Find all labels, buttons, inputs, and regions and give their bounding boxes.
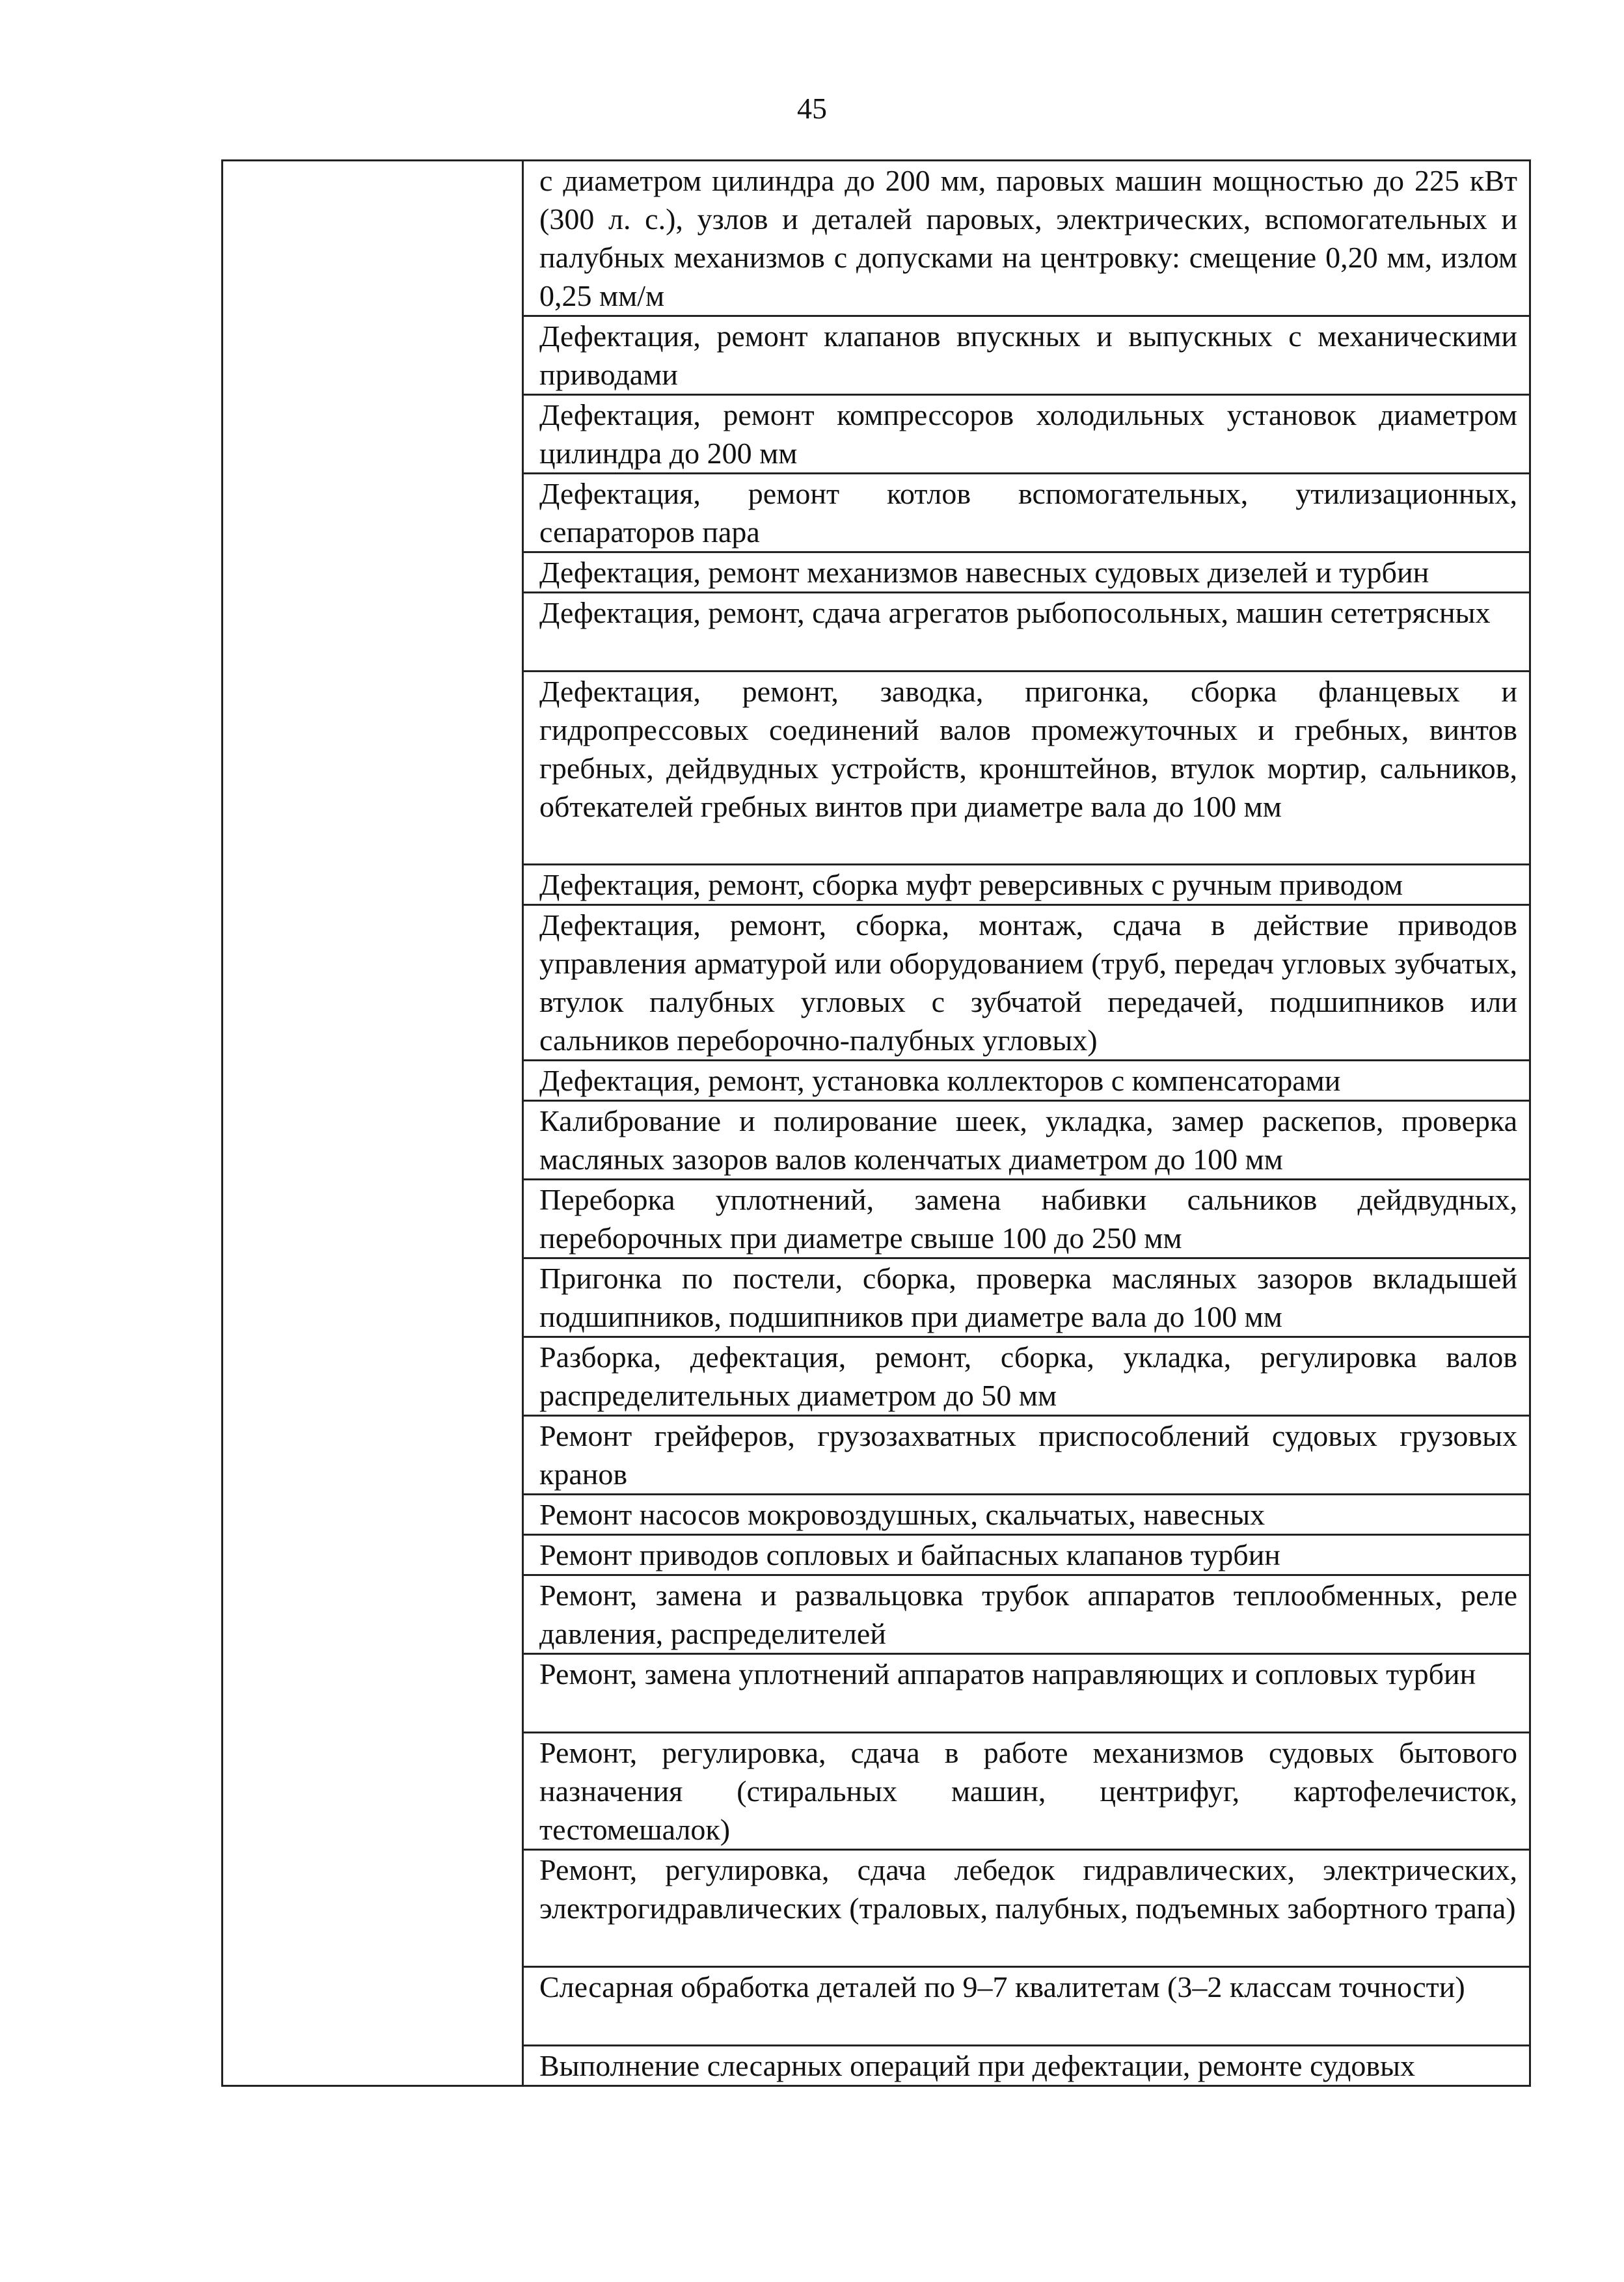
row-text: Дефектация, ремонт, сборка, монтаж, сдача в действие приводов управления арматурой или оборудованием (труб, передач угловых зубчатых, втулок палубных угловых с зубчатой передачей, подшипников или сальников переборочно-палубных угловых) <box>539 908 1517 1057</box>
table-cell <box>523 1575 1530 1654</box>
row-text: Дефектация, ремонт клапанов впускных и выпускных с механическими приводами <box>539 319 1517 391</box>
table-cell <box>523 905 1530 1061</box>
row-text: Ремонт, замена и развальцовка трубок аппаратов теплообменных, реле давления, распределителей <box>539 1579 1517 1650</box>
table-cell <box>523 1101 1530 1180</box>
table-cell <box>523 474 1530 552</box>
table-cell <box>523 395 1530 474</box>
row-text: Ремонт, замена уплотнений аппаратов направляющих и сопловых турбин <box>539 1657 1476 1691</box>
row-text: Дефектация, ремонт, сборка муфт реверсивных с ручным приводом <box>539 868 1403 901</box>
row-text: Ремонт приводов сопловых и байпасных клапанов турбин <box>539 1538 1280 1571</box>
page-number: 45 <box>797 92 827 125</box>
row-text: Ремонт грейферов, грузозахватных приспособлений судовых грузовых кранов <box>539 1419 1517 1491</box>
table-cell <box>523 1733 1530 1850</box>
row-text: Пригонка по постели, сборка, проверка масляных зазоров вкладышей подшипников, подшипников при диаметре вала до 100 мм <box>539 1262 1517 1333</box>
row-text: Дефектация, ремонт, установка коллекторов с компенсаторами <box>539 1064 1341 1097</box>
table-cell <box>523 552 1530 593</box>
table-cell <box>523 1967 1530 2046</box>
table-row <box>223 161 1530 316</box>
row-text: Разборка, дефектация, ремонт, сборка, укладка, регулировка валов распределительных диаметром до 50 мм <box>539 1340 1517 1412</box>
row-text: Дефектация, ремонт, сдача агрегатов рыбопосольных, машин сететрясных <box>539 596 1491 629</box>
row-text: Дефектация, ремонт котлов вспомогательных, утилизационных, сепараторов пара <box>539 477 1517 549</box>
row-text: Ремонт, регулировка, сдача лебедок гидравлических, электрических, электрогидравлических (траловых, палубных, подъемных забортного трапа) <box>539 1853 1517 1925</box>
row-text: Выполнение слесарных операций при дефектации, ремонте судовых <box>539 2049 1416 2082</box>
table-cell <box>523 161 1530 316</box>
row-text: Дефектация, ремонт механизмов навесных судовых дизелей и турбин <box>539 556 1429 589</box>
work-list-table <box>221 159 1531 2087</box>
row-text: Ремонт, регулировка, сдача в работе механизмов судовых бытового назначения (стиральных машин, центрифуг, картофелечисток, тестомешалок) <box>539 1736 1517 1846</box>
table-cell <box>523 1180 1530 1258</box>
row-text: Переборка уплотнений, замена набивки сальников дейдвудных, переборочных при диаметре свыше 100 до 250 мм <box>539 1183 1517 1255</box>
table-cell <box>523 865 1530 905</box>
table-cell <box>523 1337 1530 1416</box>
table-cell <box>523 1654 1530 1733</box>
table-cell <box>523 1061 1530 1101</box>
table-cell <box>523 1495 1530 1535</box>
table-cell <box>523 2046 1530 2086</box>
row-text: Калибрование и полирование шеек, укладка, замер раскепов, проверка масляных зазоров валов коленчатых диаметром до 100 мм <box>539 1104 1517 1176</box>
row-text: с диаметром цилиндра до 200 мм, паровых машин мощностью до 225 кВт (300 л. с.), узлов и деталей паровых, электрических, вспомогательных и палубных механизмов с допусками на центровку: смещение 0,20 мм, излом 0,25 мм/м <box>539 164 1517 312</box>
row-text: Дефектация, ремонт, заводка, пригонка, сборка фланцевых и гидропрессовых соединений валов промежуточных и гребных, винтов гребных, дейдвудных устройств, кронштейнов, втулок мортир, сальников, обтекателей гребных винтов при диаметре вала до 100 мм <box>539 675 1517 823</box>
row-text: Слесарная обработка деталей по 9–7 квалитетам (3–2 классам точности) <box>539 1970 1465 2004</box>
row-text: Ремонт насосов мокровоздушных, скальчатых, навесных <box>539 1498 1265 1531</box>
table-cell <box>523 672 1530 865</box>
table-cell <box>523 1416 1530 1495</box>
table-cell <box>523 1258 1530 1337</box>
table-cell <box>523 593 1530 672</box>
left-empty-column <box>223 161 523 2086</box>
table-cell <box>523 1850 1530 1967</box>
row-text: Дефектация, ремонт компрессоров холодильных установок диаметром цилиндра до 200 мм <box>539 398 1517 470</box>
table-cell <box>523 1535 1530 1575</box>
table-cell <box>523 316 1530 395</box>
